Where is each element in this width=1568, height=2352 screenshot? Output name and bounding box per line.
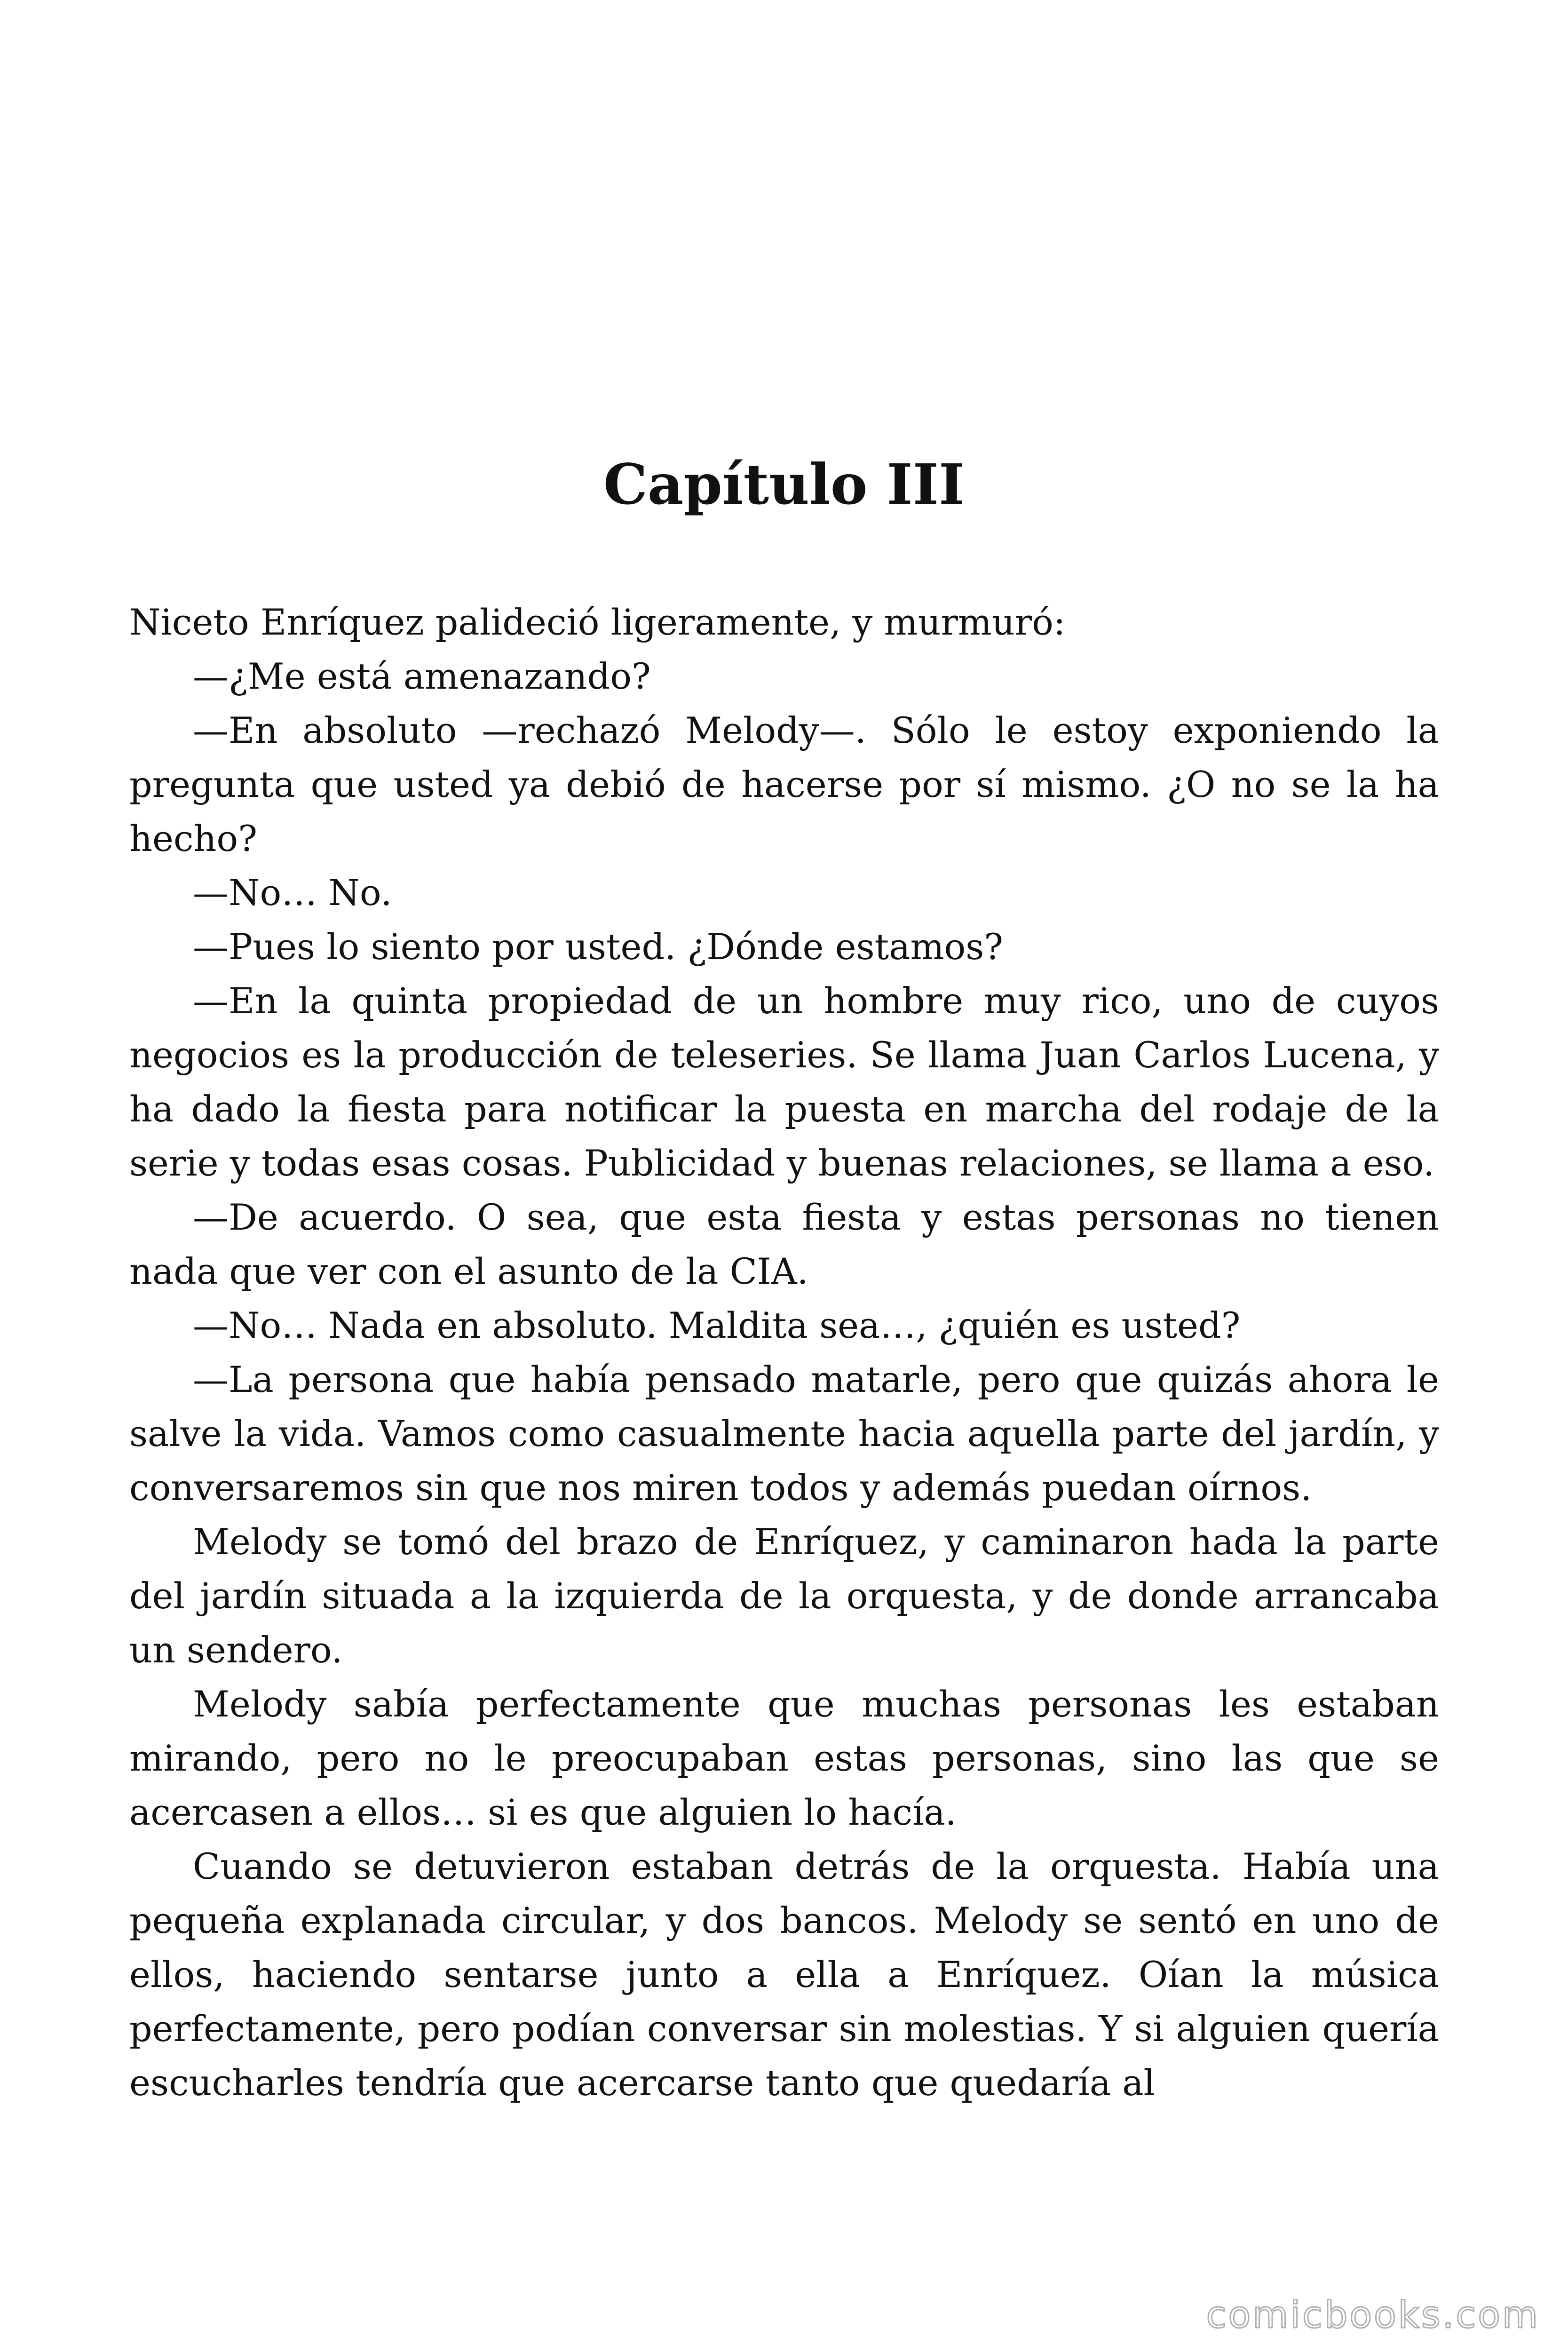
- paragraph: —¿Me está amenazando?: [193, 655, 651, 697]
- chapter-title: Capítulo III: [603, 452, 965, 517]
- paragraph: —No… Nada en absoluto. Maldita sea…, ¿quién es usted?: [193, 1304, 1241, 1346]
- paragraph: Melody se tomó del brazo de Enríquez, y caminaron hada la parte del jardín situada a la izquierda de la orquesta, y de donde arrancaba un sendero.: [129, 1521, 1439, 1671]
- paragraph: —De acuerdo. O sea, que esta fiesta y estas personas no tienen nada que ver con el asunto de la CIA.: [129, 1196, 1439, 1292]
- watermark: comicbooks.com: [1206, 2294, 1540, 2336]
- paragraph: Melody sabía perfectamente que muchas personas les estaban mirando, pero no le preocupaban estas personas, sino las que se acercasen a ellos… si es que alguien lo hacía.: [129, 1683, 1439, 1833]
- paragraph: —En la quinta propiedad de un hombre muy rico, uno de cuyos negocios es la producción de teleseries. Se llama Juan Carlos Lucena, y ha dado la fiesta para notificar la puesta en marcha del rodaje de la serie y todas esas cosas. Publicidad y buenas relaciones, se llama a eso.: [129, 980, 1439, 1184]
- paragraph: —En absoluto —rechazó Melody—. Sólo le estoy exponiendo la pregunta que usted ya debió de hacerse por sí mismo. ¿O no se la ha hecho?: [129, 709, 1439, 859]
- paragraph: Niceto Enríquez palideció ligeramente, y murmuró:: [129, 601, 1066, 643]
- paragraph: —La persona que había pensado matarle, pero que quizás ahora le salve la vida. Vamos como casualmente hacia aquella parte del jardín, y conversaremos sin que nos miren todos y además puedan oírnos.: [129, 1359, 1439, 1509]
- chapter-body: [129, 595, 1439, 2110]
- paragraph: —Pues lo siento por usted. ¿Dónde estamos?: [193, 926, 1004, 968]
- paragraph: —No… No.: [193, 872, 392, 914]
- paragraph: Cuando se detuvieron estaban detrás de la orquesta. Había una pequeña explanada circular, y dos bancos. Melody se sentó en uno de ellos, haciendo sentarse junto a ella a Enríquez. Oían la música perfectamente, pero podían conversar sin molestias. Y si alguien quería escucharles tendría que acercarse tanto que quedaría al: [129, 1845, 1439, 2104]
